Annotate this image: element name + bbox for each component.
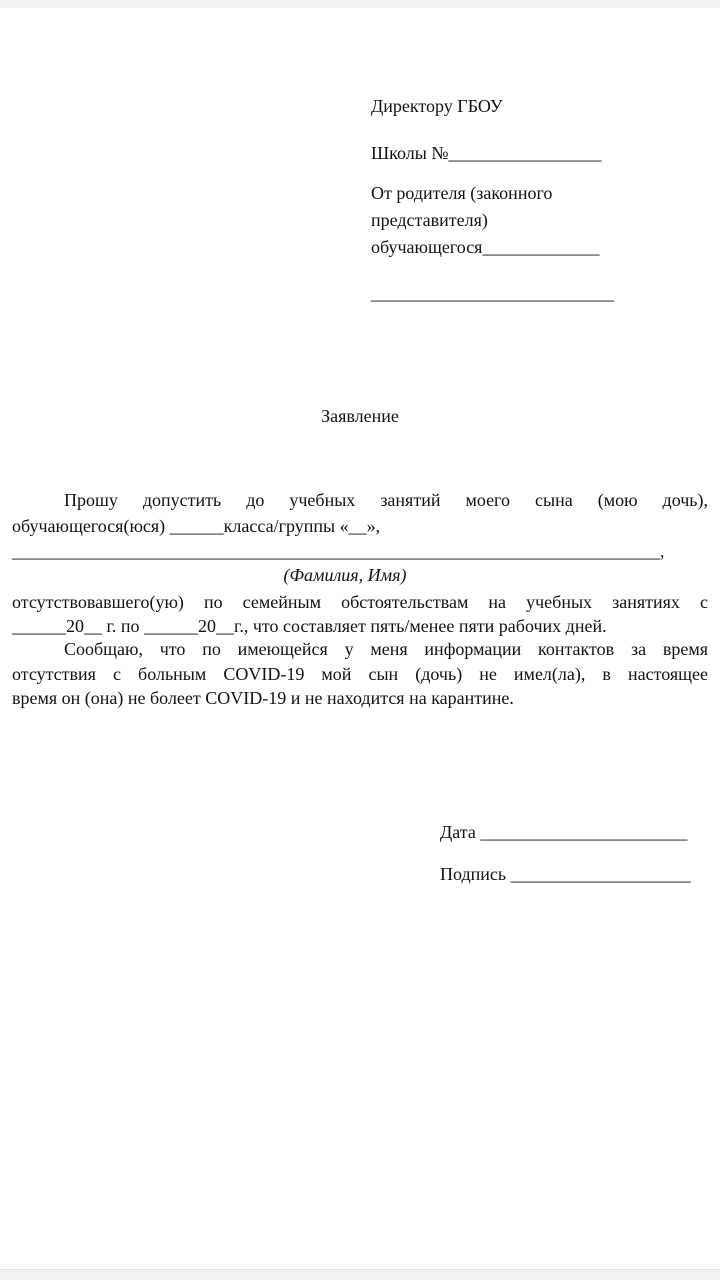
document-title: Заявление (321, 406, 399, 426)
sender-parent-line2: представителя) (371, 210, 488, 230)
sender-blank-line: ___________________________ (371, 283, 614, 303)
document-page (0, 8, 720, 1270)
bottom-bar (0, 1269, 720, 1280)
body-name-blank: ________________________________________________________________________, (12, 541, 665, 561)
addressee-school: Школы №_________________ (371, 143, 602, 163)
sender-parent-line1: От родителя (законного (371, 183, 553, 203)
sender-student: обучающегося_____________ (371, 237, 600, 257)
body-line-9: время он (она) не болеет COVID-19 и не находится на карантине. (12, 688, 514, 708)
date-field: Дата _______________________ (440, 822, 688, 842)
body-line-8: отсутствия с больным COVID-19 мой сын (дочь) не имел(ла), в настоящее (12, 664, 708, 684)
signature-field: Подпись ____________________ (440, 864, 691, 884)
body-line-5: отсутствовавшего(ую) по семейным обстоятельствам на учебных занятиях с (12, 592, 708, 612)
body-line-1: Прошу допустить до учебных занятий моего сына (мою дочь), (64, 490, 708, 510)
body-line-2: обучающегося(юся) ______класса/группы «__», (12, 516, 381, 536)
addressee-director: Директору ГБОУ (371, 96, 503, 116)
body-line-6: ______20__ г. по ______20__г., что составляет пять/менее пяти рабочих дней. (12, 616, 607, 636)
body-line-7: Сообщаю, что по имеющейся у меня информации контактов за время (64, 639, 708, 659)
name-caption: (Фамилия, Имя) (283, 565, 407, 585)
